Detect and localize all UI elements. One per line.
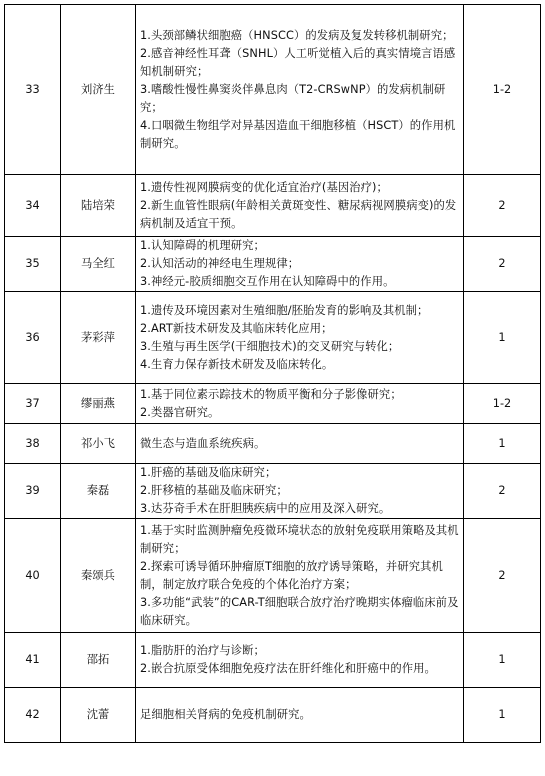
research-topic-item: 2.探索可诱导循环肿瘤原T细胞的放疗诱导策略，并研究其机制，制定放疗联合免疫的个体化治疗方案；: [140, 559, 443, 591]
table-row: [5, 519, 541, 633]
table-row: [5, 633, 541, 688]
research-topic-item: 1.遗传及环境因素对生殖细胞/胚胎发育的影响及其机制；: [140, 303, 429, 317]
supervisor-name: 祁小飞: [61, 424, 136, 464]
supervisor-name: 邵拓: [61, 633, 136, 688]
row-number: 34: [5, 175, 61, 237]
research-topic-item: 2.肝移植的基础及临床研究；: [140, 484, 288, 497]
research-topic-item: 4.口咽微生物组学对异基因造血干细胞移植（HSCT）的作用机制研究。: [140, 118, 456, 150]
research-topic-item: 2.嵌合抗原受体细胞免疫疗法在肝纤维化和肝癌中的作用。: [140, 662, 436, 675]
research-topic-item: 3.多功能“武装”的CAR-T细胞联合放疗治疗晚期实体瘤临床前及临床研究。: [140, 595, 459, 627]
supervisor-name: 秦磊: [61, 464, 136, 519]
research-topic-item: 1.基于同位素示踪技术的物质平衡和分子影像研究；: [140, 387, 402, 401]
research-topic-item: 2.ART新技术研发及其临床转化应用；: [140, 321, 333, 335]
research-topics: [136, 175, 464, 237]
table-row: [5, 464, 541, 519]
research-topic-item: 2.新生血管性眼病(年龄相关黄斑变性、糖尿病视网膜病变)的发病机制及适宜干预。: [140, 198, 457, 230]
supervisor-name: 沈蕾: [61, 688, 136, 743]
research-topic-item: 3.生殖与再生医学(干细胞技术)的交叉研究与转化；: [140, 339, 400, 353]
enrollment-count: 1: [464, 292, 541, 384]
research-topics: [136, 237, 464, 292]
enrollment-count: 1: [464, 633, 541, 688]
research-topic-item: 3.嗜酸性慢性鼻窦炎伴鼻息肉（T2-CRSwNP）的发病机制研究；: [140, 82, 446, 114]
table-row: [5, 175, 541, 237]
research-topics: [136, 5, 464, 175]
table-row: [5, 292, 541, 384]
row-number: 37: [5, 384, 61, 424]
research-topic-item: 1.认知障碍的机理研究；: [140, 239, 265, 252]
research-topics: [136, 519, 464, 633]
enrollment-count: 2: [464, 519, 541, 633]
table-row: [5, 237, 541, 292]
table-row: [5, 688, 541, 743]
row-number: 38: [5, 424, 61, 464]
research-topic-item: 1.头颈部鳞状细胞癌（HNSCC）的发病及复发转移机制研究；: [140, 28, 454, 42]
research-topic-item: 1.肝癌的基础及临床研究；: [140, 466, 277, 479]
row-number: 42: [5, 688, 61, 743]
research-topic-item: 3.神经元-胶质细胞交互作用在认知障碍中的作用。: [140, 275, 395, 288]
research-topics: [136, 688, 464, 743]
supervisor-name: 秦颂兵: [61, 519, 136, 633]
research-topic-item: 1.遗传性视网膜病变的优化适宜治疗(基因治疗)；: [140, 180, 388, 194]
table-row: [5, 384, 541, 424]
supervisor-name: 刘济生: [61, 5, 136, 175]
research-topic-item: 1.脂肪肝的治疗与诊断；: [140, 644, 265, 657]
row-number: 39: [5, 464, 61, 519]
enrollment-count: 1-2: [464, 5, 541, 175]
supervisor-name: 茅彩萍: [61, 292, 136, 384]
enrollment-count: 1: [464, 424, 541, 464]
research-topics: [136, 384, 464, 424]
row-number: 35: [5, 237, 61, 292]
research-topic-item: 2.感音神经性耳聋（SNHL）人工听觉植入后的真实情境言语感知机制研究；: [140, 46, 456, 78]
research-topic-item: 2.认知活动的神经电生理规律；: [140, 257, 300, 270]
enrollment-count: 2: [464, 237, 541, 292]
research-topics: [136, 292, 464, 384]
research-topics: [136, 464, 464, 519]
table-body: [5, 5, 541, 743]
research-topic-item: 微生态与造血系统疾病。: [140, 436, 266, 450]
enrollment-count: 1: [464, 688, 541, 743]
row-number: 36: [5, 292, 61, 384]
supervisor-table: [4, 4, 541, 743]
research-topic-item: 2.类器官研究。: [140, 405, 220, 419]
research-topic-item: 1.基于实时监测肿瘤免疫微环境状态的放射免疫联用策略及其机制研究；: [140, 523, 459, 555]
supervisor-name: 马全红: [61, 237, 136, 292]
enrollment-count: 1-2: [464, 384, 541, 424]
table-row: [5, 424, 541, 464]
supervisor-name: 陆培荣: [61, 175, 136, 237]
research-topic-item: 4.生育力保存新技术研发及临床转化。: [140, 357, 334, 371]
row-number: 41: [5, 633, 61, 688]
enrollment-count: 2: [464, 464, 541, 519]
row-number: 40: [5, 519, 61, 633]
enrollment-count: 2: [464, 175, 541, 237]
research-topic-item: 足细胞相关肾病的免疫机制研究。: [140, 708, 311, 721]
supervisor-name: 缪丽燕: [61, 384, 136, 424]
row-number: 33: [5, 5, 61, 175]
table-row: [5, 5, 541, 175]
research-topics: [136, 633, 464, 688]
research-topic-item: 3.达芬奇手术在肝胆胰疾病中的应用及深入研究。: [140, 502, 391, 515]
research-topics: [136, 424, 464, 464]
